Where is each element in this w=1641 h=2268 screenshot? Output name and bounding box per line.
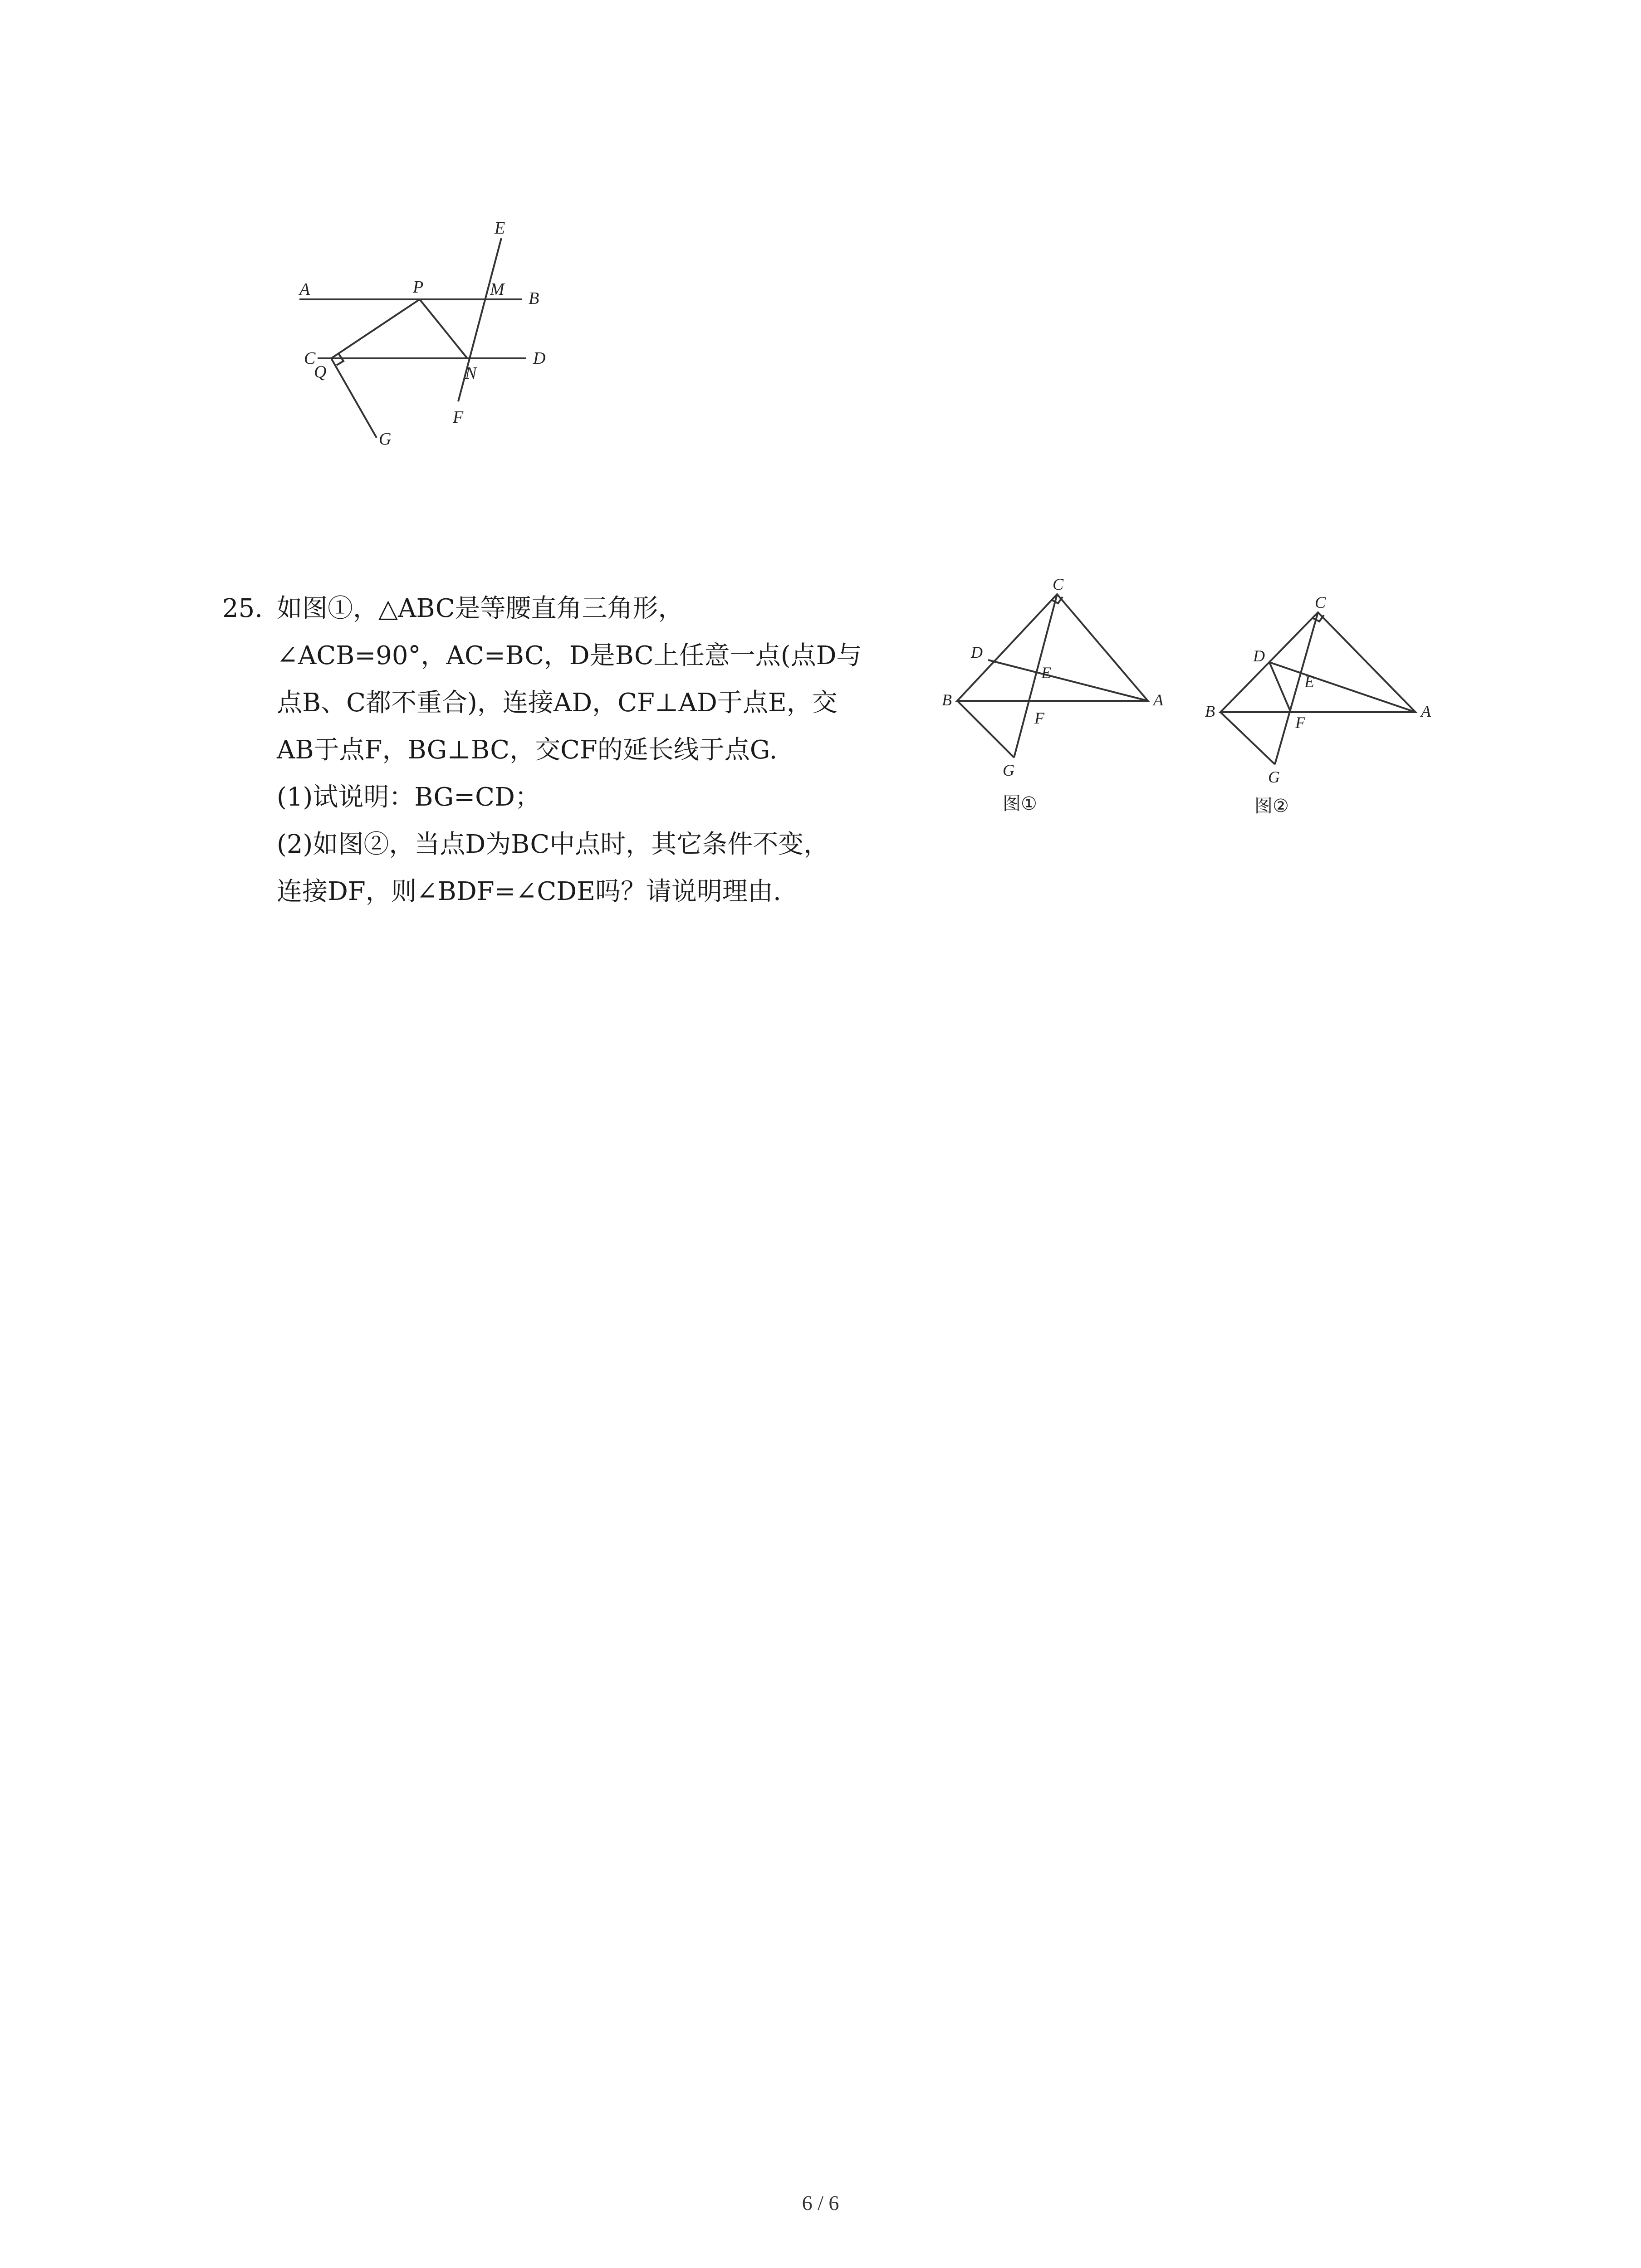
problem-line-1: 25. 如图①，△ABC是等腰直角三角形， [222,585,930,632]
fig2-label-b: B [1205,702,1215,720]
segment-bg [957,701,1014,758]
page-number: 6 / 6 [802,2191,839,2214]
segment-pn [420,299,467,358]
fig2-label-a: A [1421,702,1431,720]
problem-line-4: AB于点F，BG⊥BC，交CF的延长线于点G. [277,735,778,765]
figure-2-caption: 图② [1254,796,1289,816]
fig1-label-g: G [1003,761,1014,779]
segment-pq [331,299,420,358]
figure-1 [939,576,1193,830]
triangle-abc [1220,612,1416,712]
label-c: C [304,349,316,368]
problem-line-2: ∠ACB=90°，AC=BC，D是BC上任意一点(点D与 [277,641,862,670]
figure-1-caption: 图① [1003,793,1037,814]
fig2-label-e: E [1304,673,1314,691]
parallel-lines-figure [281,213,563,458]
label-q: Q [314,362,327,381]
problem-part-2-cont: 连接DF，则∠BDF=∠CDE吗？请说明理由. [277,877,781,906]
fig2-label-d: D [1253,647,1265,665]
problem-25 [222,585,930,915]
fig1-label-f: F [1034,709,1044,727]
label-e: E [495,219,505,238]
problem-line-3: 点B、C都不重合)，连接AD，CF⊥AD于点E，交 [277,688,838,718]
problem-number: 25. [222,594,263,623]
segment-ad [988,660,1148,701]
fig1-label-d: D [971,643,983,661]
fig2-label-c: C [1315,593,1326,611]
fig1-label-c: C [1053,576,1064,593]
label-d: D [533,349,546,368]
figure-2 [1202,590,1456,826]
fig1-label-e: E [1041,664,1051,682]
fig2-label-g: G [1268,768,1280,786]
label-a: A [299,280,310,299]
problem-part-2: (2)如图②，当点D为BC中点时，其它条件不变， [277,830,829,859]
fig1-label-b: B [942,691,952,709]
fig1-label-a: A [1153,691,1163,709]
segment-bg [1220,712,1275,764]
label-b: B [529,289,539,308]
label-g: G [379,430,392,449]
ray-qg [331,358,377,438]
problem-part-1: (1)试说明：BG=CD； [277,782,540,812]
fig2-label-f: F [1295,714,1305,732]
segment-df [1269,662,1291,712]
label-m: M [490,280,505,299]
label-f: F [453,408,464,427]
label-p: P [413,278,424,297]
label-n: N [465,364,477,383]
